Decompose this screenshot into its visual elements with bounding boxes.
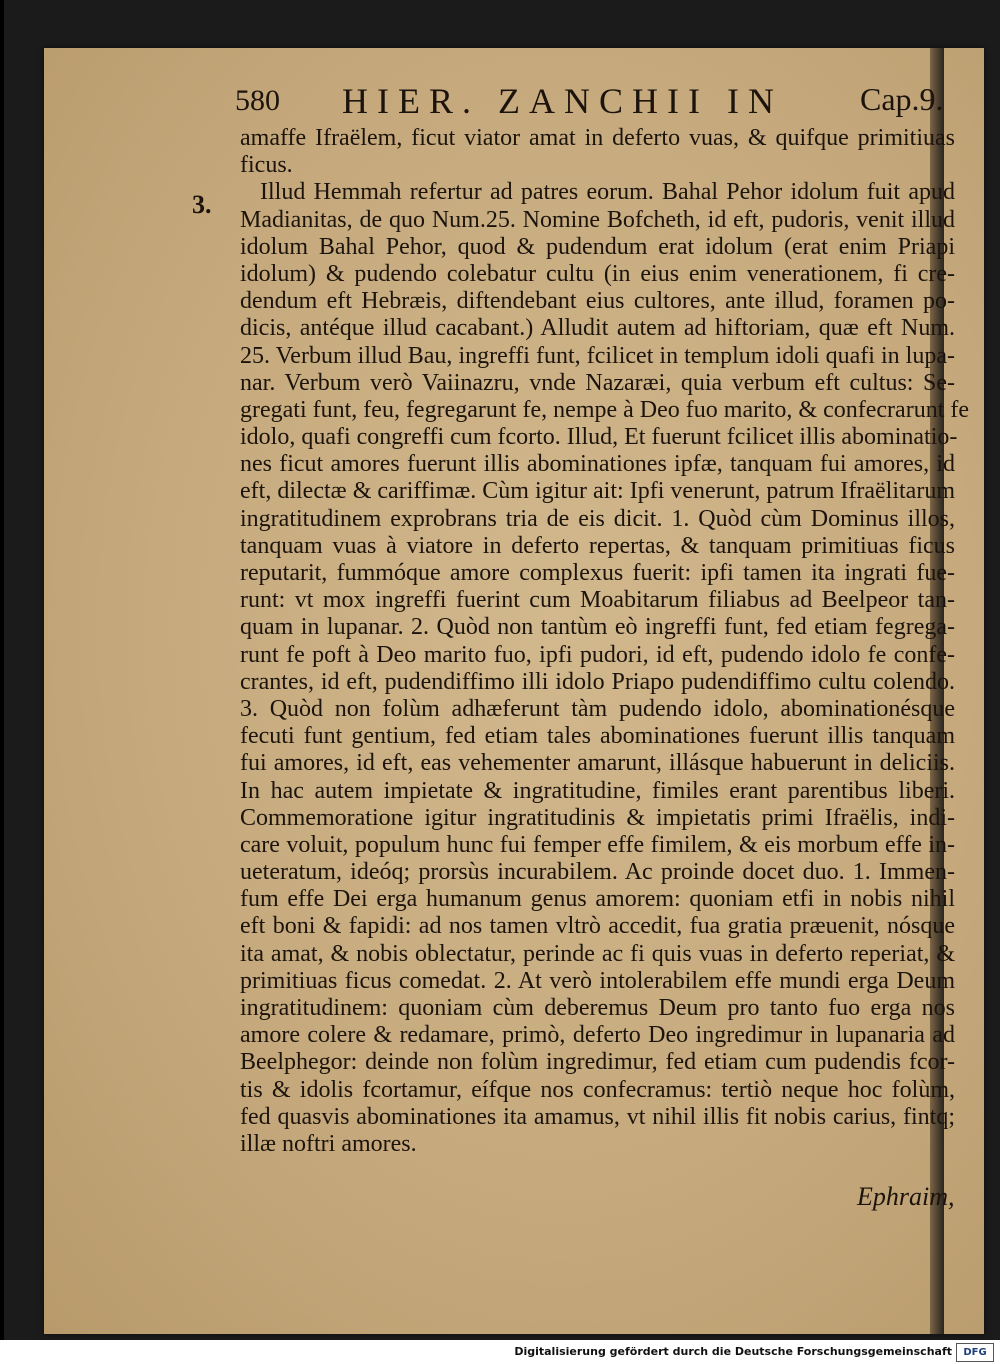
text-line: fecuti funt gentium, fed etiam tales abominationes fuerunt illis tanquam xyxy=(240,723,955,750)
text-line: tanquam vuas à viatore in deferto repertas, & tanquam primitiuas ficus xyxy=(240,532,955,559)
text-line: idolo, quafi congreffi cum fcorto. Illud, Et fuerunt fcilicet illis abominatio- xyxy=(240,424,958,451)
funding-credit: Digitalisierung gefördert durch die Deutsche Forschungsgemeinschaft xyxy=(514,1345,952,1358)
text-line: 3. Quòd non folùm adhæferunt tàm pudendo idolo, abominationésque xyxy=(240,695,955,722)
chapter-reference: Cap.9. xyxy=(860,81,944,117)
text-line: fum effe Dei erga humanum genus amorem: quoniam etfi in nobis nihil xyxy=(240,886,955,913)
running-title: HIER. ZANCHII IN xyxy=(342,81,783,121)
text-line: crantes, id eft, pudendiffimo illi idolo Priapo pudendiffimo cultu colendo. xyxy=(240,668,955,695)
text-line: ueteratum, ideóq; prorsùs incurabilem. Ac proinde docet duo. 1. Immen- xyxy=(240,859,955,886)
text-line: reputarit, fummóque amore complexus fuerit: ipfi tamen ita ingrati fue- xyxy=(240,560,955,586)
text-line: ingratitudinem exprobrans tria de eis dicit. 1. Quòd cùm Dominus illos, xyxy=(240,505,955,532)
text-line: amore colere & redamare, primò, deferto Deo ingredimur in lupanaria ad xyxy=(240,1022,955,1049)
text-line: care voluit, populum hunc fui femper effe fimilem, & eis morbum effe in- xyxy=(240,831,955,858)
text-line: tis & idolis fcortamur, eífque nos confecramus: tertiò neque hoc folùm, xyxy=(240,1076,955,1103)
text-line: nar. Verbum verò Vaiinazru, vnde Nazaræi, quia verbum eft cultus: Se- xyxy=(240,369,955,396)
digitization-footer xyxy=(0,1340,1000,1364)
text-line: Madianitas, de quo Num.25. Nomine Bofcheth, id eft, pudoris, venit illud xyxy=(240,206,955,233)
margin-numeral: 3. xyxy=(192,190,212,219)
catchword: Ephraim, xyxy=(857,1182,955,1211)
text-line: Beelphegor: deinde non folùm ingredimur, fed etiam cum pudendis fcor- xyxy=(240,1049,955,1076)
text-line: ingratitudinem: quoniam cùm deberemus Deum pro tanto fuo erga nos xyxy=(240,995,955,1021)
text-line: amaffe Ifraëlem, ficut viator amat in deferto vuas, & quifque primitiuas xyxy=(240,125,955,151)
text-line: runt: vt mox ingreffi fuerint cum Moabitarum filiabus ad Beelpeor tan- xyxy=(240,587,955,614)
text-line: runt fe poft à Deo marito fuo, ipfi pudori, id eft, pudendo idolo fe confe- xyxy=(240,641,955,668)
text-line: eft boni & fapidi: ad nos tamen vltrò accedit, fua gratia præuenit, nósque xyxy=(240,913,955,940)
page-number: 580 xyxy=(235,84,280,117)
body-text xyxy=(240,125,969,1158)
text-line: nes ficut amores fuerunt illis abominationes ipfæ, tanquam fui amores, id xyxy=(240,451,955,478)
text-line: Illud Hemmah refertur ad patres eorum. Bahal Pehor idolum fuit apud xyxy=(260,179,955,206)
text-line: In hac autem impietate & ingratitudine, fimiles erant parentibus liberi. xyxy=(240,777,955,804)
text-line: 25. Verbum illud Bau, ingreffi funt, fcilicet in templum idoli quafi in lupa- xyxy=(240,342,955,369)
text-line: idolum) & pudendo colebatur cultu (in eius enim venerationem, fi cre- xyxy=(240,260,955,287)
text-line: idolum Bahal Pehor, quod & pudendum erat idolum (erat enim Priapi xyxy=(240,233,955,260)
text-line: quam in lupanar. 2. Quòd non tantùm eò ingreffi funt, fed etiam fegrega- xyxy=(240,614,955,641)
text-line: dicis, antéque illud cacabant.) Alludit autem ad hiftoriam, quæ eft Num. xyxy=(240,315,955,342)
text-line: illæ noftri amores. xyxy=(240,1130,417,1157)
text-line: eft, dilectæ & cariffimæ. Cùm igitur ait: Ipfi venerunt, patrum Ifraëlitarum xyxy=(240,478,955,505)
text-line: Commemoratione igitur ingratitudinis & impietatis primi Ifraëlis, indi- xyxy=(240,804,955,831)
text-line: ita amat, & nobis oblectatur, perinde ac fi quis vuas in deferto reperiat, & xyxy=(240,940,955,967)
text-line: fui amores, id eft, eas vehementer amarunt, illásque habuerunt in deliciis. xyxy=(240,750,955,777)
text-line: gregati funt, feu, fegregarunt fe, nempe à Deo fuo marito, & confecrarunt fe xyxy=(240,396,969,423)
text-line: ficus. xyxy=(240,152,293,179)
text-line: fed quasvis abominationes ita amamus, vt nihil illis fit nobis carius, fintq; xyxy=(240,1103,955,1130)
text-line: primitiuas ficus comedat. 2. At verò intolerabilem effe mundi erga Deum xyxy=(240,967,955,994)
dfg-logo: DFG xyxy=(956,1343,994,1362)
text-line: dendum eft Hebræis, diftendebant eius cultores, ante illud, foramen po- xyxy=(240,288,955,315)
